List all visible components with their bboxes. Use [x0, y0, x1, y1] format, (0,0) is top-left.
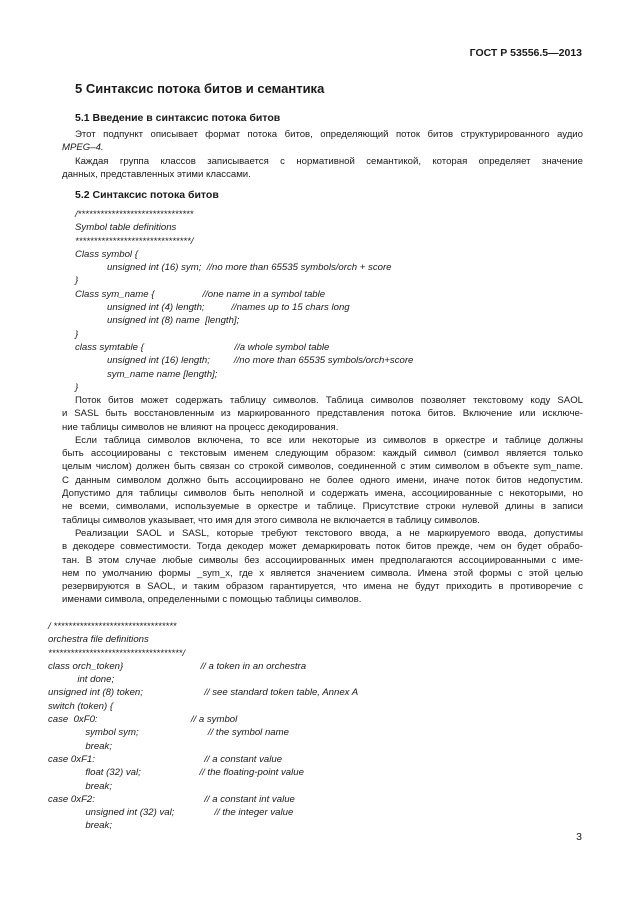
code-line: class symtable { //a whole symbol table: [75, 341, 330, 353]
code-line: case 0xF0: // a symbol: [48, 714, 238, 726]
code-line: case 0xF2: // a constant int value: [48, 793, 295, 805]
symbol-table-description: [62, 394, 583, 607]
intro-paragraph-2: [62, 155, 583, 182]
code-line: symbol sym; // the symbol name: [48, 727, 289, 739]
text-line: не всеми, символами, используемые в оркестре и таблице. Присутствие строки нулевой длины в записи: [62, 501, 583, 513]
code-line: }: [75, 328, 79, 340]
symbol-table-code-listing: [75, 208, 413, 394]
text-line: быть ассоциированы с текстовым именем следующим образом: каждый символ (символ является только: [62, 448, 583, 460]
code-line: break;: [48, 820, 112, 832]
text-line: Реализации SAOL и SASL, которые требуют текстового ввода, а не маркируемого ввода, допустимы: [75, 527, 583, 539]
code-line: unsigned int (4) length; //names up to 15 chars long: [75, 302, 350, 314]
page-number: 3: [576, 831, 582, 843]
code-line: }: [75, 275, 79, 287]
code-line: unsigned int (16) length; //no more than 65535 symbols/orch+score: [75, 355, 414, 367]
code-line: Symbol table definitions: [75, 222, 177, 234]
text-line: данных, представленных этими классами.: [62, 169, 251, 181]
orchestra-code-listing: [48, 620, 358, 833]
code-line: unsigned int (8) token; // see standard token table, Annex A: [48, 687, 359, 699]
code-line: switch (token) {: [48, 700, 114, 712]
text-line: Допустимо для таблицы символов быть неполной и содержать имена, ассоциированные с некоторыми, но: [62, 488, 583, 500]
code-line: /*******************************: [75, 209, 194, 220]
code-line: break;: [48, 780, 112, 792]
code-line: Class symbol {: [75, 248, 138, 260]
code-line: case 0xF1: // a constant value: [48, 753, 283, 765]
code-line: }: [75, 381, 79, 393]
text-line: и SASL быть восстановленным из маркированного представления потока битов. Включение или исключе-: [62, 408, 583, 420]
text-line: Каждая группа классов записывается с нормативной семантикой, которая определяет значение: [75, 156, 583, 167]
code-line: class orch_token} // a token in an orchestra: [48, 660, 307, 672]
text-line: тан. В этом случае любые символы без ассоциированных имен предполагаются ассоциированными с име-: [62, 554, 583, 566]
text-line: именами символа, определенными с помощью таблицы символов.: [62, 594, 362, 606]
code-line: int done;: [48, 674, 115, 686]
code-line: unsigned int (8) name [length];: [75, 315, 240, 327]
code-line: / *********************************: [48, 621, 177, 632]
code-line: float (32) val; // the floating-point value: [48, 767, 304, 779]
text-line: С данным символом должно быть ассоциировано не более одного имени, иначе поток битов недопустим.: [62, 474, 583, 486]
text-line: Если таблица символов включена, то все или некоторые из символов в оркестре и таблице должны: [75, 434, 583, 446]
code-line: sym_name name [length];: [75, 368, 218, 380]
subsection-title-5-1: 5.1 Введение в синтаксис потока битов: [75, 112, 281, 124]
text-line: Поток битов может содержать таблицу символов. Таблица символов позволяет текстовому коду SAOL: [75, 395, 583, 406]
text-line: резервируются в SAOL, и таким образом гарантируется, что имена не будут приходить в противоречие с: [62, 581, 583, 593]
intro-paragraph-1: [62, 128, 583, 155]
code-line: unsigned int (32) val; // the integer value: [48, 807, 294, 819]
code-line: ************************************/: [48, 647, 186, 659]
code-line: Class sym_name { //one name in a symbol table: [75, 288, 326, 300]
code-line: *******************************/: [75, 235, 194, 247]
text-line: MPEG–4.: [62, 142, 104, 154]
text-line: Этот подпункт описывает формат потока битов, определяющий поток битов структурированного аудио: [75, 129, 583, 140]
text-line: нем по умолчанию формы _sym_x, где x является значением символа. Имена этой формы с этой целью: [62, 567, 583, 579]
text-line: таблицы символов указывает, что имя для этого символа не включается в таблицу символов.: [62, 514, 480, 526]
code-line: break;: [48, 740, 112, 752]
document-id: ГОСТ Р 53556.5—2013: [469, 47, 582, 59]
subsection-title-5-2: 5.2 Синтаксис потока битов: [75, 189, 219, 201]
section-title: 5 Синтаксис потока битов и семантика: [75, 81, 325, 96]
code-line: unsigned int (16) sym; //no more than 65535 symbols/orch + score: [75, 262, 392, 274]
text-line: ние таблицы символов не влияют на процесс декодирования.: [62, 421, 339, 433]
code-line: orchestra file definitions: [48, 634, 149, 646]
text-line: целым числом) должен быть связан со строкой символов, соединенной с этим символом в объекте sym_name.: [62, 461, 583, 473]
text-line: в декодере совместимости. Тогда декодер может демаркировать поток битов прежде, чем он будет обрабо-: [62, 541, 583, 553]
